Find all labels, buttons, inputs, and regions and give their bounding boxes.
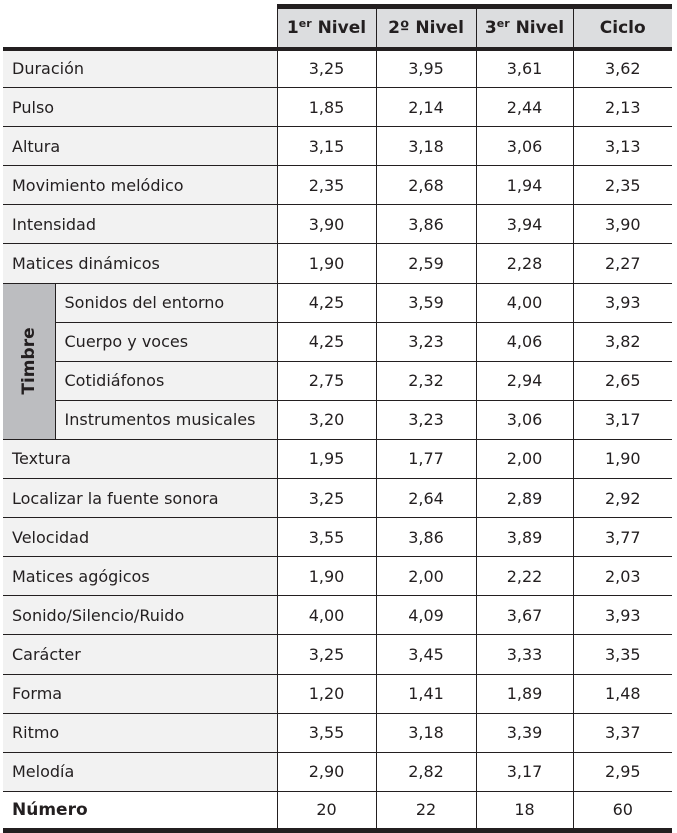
cell-nivel-1: 3,90 [277,205,376,244]
cell-nivel-3: 3,33 [476,635,573,674]
cell-nivel-2: 2,32 [376,361,476,400]
cell-nivel-2: 3,59 [376,283,476,322]
table-row [3,439,672,478]
table-row [3,713,672,752]
total-nivel-2: 22 [376,791,476,830]
cell-nivel-3: 4,06 [476,322,573,361]
cell-nivel-3: 2,00 [476,439,573,478]
cell-nivel-3: 3,61 [476,49,573,88]
table-row [3,205,672,244]
cell-nivel-1: 4,25 [277,283,376,322]
cell-nivel-1: 1,90 [277,557,376,596]
cell-ciclo: 1,90 [573,439,672,478]
table-row [3,596,672,635]
cell-ciclo: 2,65 [573,361,672,400]
cell-nivel-1: 1,85 [277,88,376,127]
row-label: Ritmo [3,713,277,752]
row-label: Matices dinámicos [3,244,277,283]
row-label: Movimiento melódico [3,166,277,205]
cell-ciclo: 1,48 [573,674,672,713]
table-row [3,518,672,557]
cell-nivel-3: 2,44 [476,88,573,127]
total-nivel-3: 18 [476,791,573,830]
row-label: Sonidos del entorno [55,283,277,322]
cell-ciclo: 2,03 [573,557,672,596]
row-label: Duración [3,49,277,88]
total-row [3,791,672,830]
row-label: Sonido/Silencio/Ruido [3,596,277,635]
table-row [3,557,672,596]
cell-nivel-1: 3,55 [277,518,376,557]
cell-ciclo: 2,92 [573,479,672,518]
cell-nivel-2: 3,23 [376,400,476,439]
cell-nivel-1: 3,15 [277,127,376,166]
column-header-nivel-2: 2º Nivel [376,7,476,49]
cell-ciclo: 3,35 [573,635,672,674]
cell-ciclo: 2,95 [573,752,672,791]
cell-nivel-1: 4,25 [277,322,376,361]
group-label-timbre: Timbre [3,283,55,439]
table-row [3,674,672,713]
cell-nivel-3: 3,94 [476,205,573,244]
column-header-ciclo: Ciclo [573,7,672,49]
cell-nivel-3: 3,39 [476,713,573,752]
table-row [3,361,672,400]
cell-nivel-1: 1,20 [277,674,376,713]
cell-nivel-1: 1,95 [277,439,376,478]
table-row [3,88,672,127]
cell-ciclo: 3,62 [573,49,672,88]
cell-nivel-1: 2,35 [277,166,376,205]
cell-nivel-1: 2,75 [277,361,376,400]
row-label: Matices agógicos [3,557,277,596]
cell-ciclo: 3,77 [573,518,672,557]
cell-nivel-3: 3,06 [476,400,573,439]
header-row [3,7,672,49]
cell-ciclo: 2,27 [573,244,672,283]
cell-nivel-3: 2,28 [476,244,573,283]
cell-nivel-2: 2,82 [376,752,476,791]
cell-nivel-2: 2,00 [376,557,476,596]
cell-nivel-3: 2,22 [476,557,573,596]
table-row [3,479,672,518]
cell-nivel-2: 3,18 [376,127,476,166]
cell-ciclo: 3,90 [573,205,672,244]
cell-ciclo: 3,93 [573,283,672,322]
cell-nivel-2: 3,45 [376,635,476,674]
cell-nivel-1: 3,55 [277,713,376,752]
total-ciclo: 60 [573,791,672,830]
table-row [3,49,672,88]
cell-nivel-1: 4,00 [277,596,376,635]
total-label: Número [3,791,277,830]
cell-nivel-2: 3,18 [376,713,476,752]
cell-nivel-1: 3,25 [277,49,376,88]
cell-nivel-2: 3,86 [376,205,476,244]
row-label: Altura [3,127,277,166]
cell-ciclo: 2,13 [573,88,672,127]
results-table [3,4,672,833]
table-row [3,127,672,166]
row-label: Pulso [3,88,277,127]
cell-nivel-3: 1,89 [476,674,573,713]
cell-nivel-3: 3,67 [476,596,573,635]
column-header-nivel-1: 1er Nivel [277,7,376,49]
table-row [3,400,672,439]
cell-nivel-2: 3,86 [376,518,476,557]
cell-nivel-3: 1,94 [476,166,573,205]
cell-ciclo: 3,82 [573,322,672,361]
cell-nivel-2: 1,41 [376,674,476,713]
row-label: Intensidad [3,205,277,244]
row-label: Forma [3,674,277,713]
table-row [3,166,672,205]
cell-nivel-3: 2,94 [476,361,573,400]
cell-nivel-2: 2,64 [376,479,476,518]
row-label: Instrumentos musicales [55,400,277,439]
cell-nivel-3: 3,89 [476,518,573,557]
cell-ciclo: 3,13 [573,127,672,166]
cell-nivel-2: 3,95 [376,49,476,88]
table-row [3,635,672,674]
row-label: Velocidad [3,518,277,557]
table-row [3,752,672,791]
row-label: Cotidiáfonos [55,361,277,400]
column-header-nivel-3: 3er Nivel [476,7,573,49]
cell-nivel-3: 3,06 [476,127,573,166]
row-label: Carácter [3,635,277,674]
cell-nivel-2: 2,59 [376,244,476,283]
cell-nivel-2: 1,77 [376,439,476,478]
cell-nivel-1: 1,90 [277,244,376,283]
row-label: Textura [3,439,277,478]
cell-ciclo: 3,17 [573,400,672,439]
table-row [3,244,672,283]
cell-nivel-2: 3,23 [376,322,476,361]
cell-nivel-2: 2,14 [376,88,476,127]
total-nivel-1: 20 [277,791,376,830]
row-label: Melodía [3,752,277,791]
row-label: Cuerpo y voces [55,322,277,361]
cell-ciclo: 2,35 [573,166,672,205]
cell-nivel-1: 2,90 [277,752,376,791]
cell-nivel-2: 4,09 [376,596,476,635]
row-label: Localizar la fuente sonora [3,479,277,518]
cell-ciclo: 3,93 [573,596,672,635]
cell-ciclo: 3,37 [573,713,672,752]
cell-nivel-1: 3,25 [277,635,376,674]
table-row [3,322,672,361]
cell-nivel-1: 3,20 [277,400,376,439]
table-row [3,283,672,322]
cell-nivel-3: 2,89 [476,479,573,518]
cell-nivel-2: 2,68 [376,166,476,205]
header-blank-cell [3,7,277,49]
cell-nivel-3: 4,00 [476,283,573,322]
cell-nivel-3: 3,17 [476,752,573,791]
cell-nivel-1: 3,25 [277,479,376,518]
